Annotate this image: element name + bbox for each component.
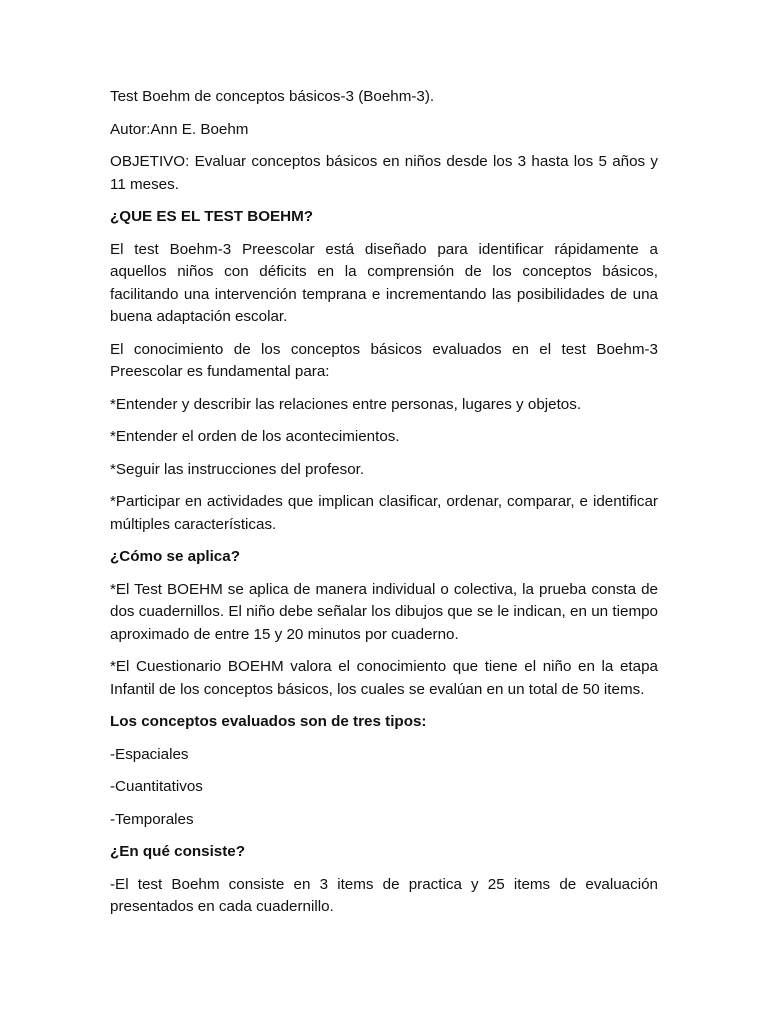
paragraph-importance: El conocimiento de los conceptos básicos evaluados en el test Boehm-3 Preescolar es fundamental para: bbox=[110, 340, 658, 380]
bullet-item: *Seguir las instrucciones del profesor. bbox=[110, 460, 365, 478]
objective-paragraph: OBJETIVO: Evaluar conceptos básicos en niños desde los 3 hasta los 5 años y 11 meses. bbox=[110, 153, 658, 193]
heading-what-consists: ¿En qué consiste? bbox=[110, 843, 246, 860]
heading-what-is: ¿QUE ES EL TEST BOEHM? bbox=[110, 208, 314, 225]
author-line: Autor:Ann E. Boehm bbox=[110, 120, 249, 138]
paragraph-questionnaire: *El Cuestionario BOEHM valora el conocimiento que tiene el niño en la etapa Infantil de los conceptos básicos, los cuales se evalúan en un total de 50 items. bbox=[110, 658, 658, 698]
paragraph-test-application: *El Test BOEHM se aplica de manera individual o colectiva, la prueba consta de dos cuadernillos. El niño debe señalar los dibujos que se le indican, en un tiempo aproximado de entre 15 y 20 minutos por cuaderno. bbox=[110, 580, 658, 643]
bullet-item: *Entender y describir las relaciones entre personas, lugares y objetos. bbox=[110, 395, 582, 413]
list-item: -Cuantitativos bbox=[110, 778, 203, 795]
heading-how-applied: ¿Cómo se aplica? bbox=[110, 548, 240, 565]
document-title: Test Boehm de conceptos básicos-3 (Boehm-3). bbox=[110, 88, 435, 105]
bullet-item: *Entender el orden de los acontecimientos. bbox=[110, 428, 400, 445]
paragraph-description: El test Boehm-3 Preescolar está diseñado para identificar rápidamente a aquellos niños con déficits en la comprensión de los conceptos básicos, facilitando una intervención temprana e incrementando las posibilidades de una buena adaptación escolar. bbox=[110, 240, 658, 325]
document-page bbox=[110, 86, 658, 929]
paragraph-consists: -El test Boehm consiste en 3 items de practica y 25 items de evaluación presentados en cada cuadernillo. bbox=[110, 875, 658, 915]
list-item: -Temporales bbox=[110, 810, 194, 828]
list-item: -Espaciales bbox=[110, 745, 189, 763]
bullet-item: *Participar en actividades que implican clasificar, ordenar, comparar, e identificar múltiples características. bbox=[110, 493, 658, 533]
heading-concept-types: Los conceptos evaluados son de tres tipos: bbox=[110, 713, 427, 730]
